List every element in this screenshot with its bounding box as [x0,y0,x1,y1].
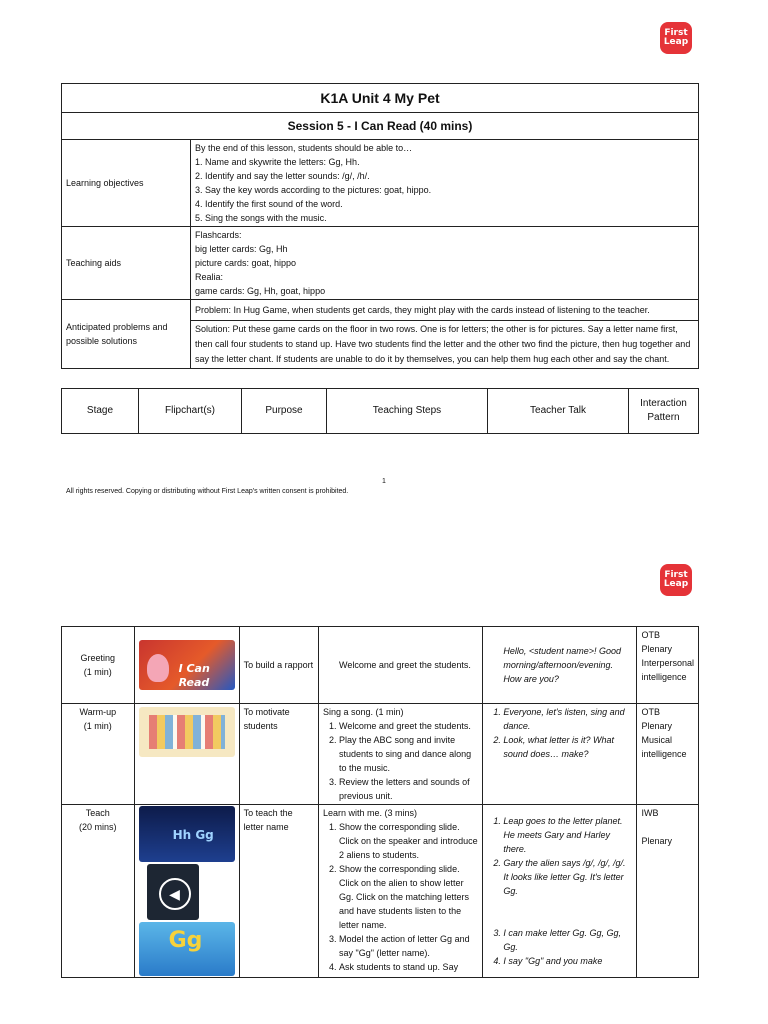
copyright-notice: All rights reserved. Copying or distributing without First Leap's written consent is prohibited. [66,488,349,495]
purpose-warm-up: To motivate students [239,704,318,805]
steps-teach: Learn with me. (3 mins) 1. Show the corresponding slide. Click on the speaker and introduce 2 aliens to students. 2. Show the corresponding slide. Click on the alien to show letter Gg. Click on the matching letters and have students listen to the letter name. 3. Model the action of letter Gg and say "Gg" (letter name). 4. Ask students to stand up. Say [319,805,483,978]
purpose-greeting: To build a rapport [239,627,318,704]
flipchart-teach [134,805,239,978]
session-title: Session 5 - I Can Read (40 mins) [62,113,699,140]
first-leap-logo-page2: First Leap [660,564,692,596]
speaker-icon: ◀ [159,878,191,910]
bunny-character-icon [147,654,169,682]
talk-teach: 1. Leap goes to the letter planet. He meets Gary and Harley there. 2. Gary the alien says /g/, /g/, /g/. It looks like letter Gg. It's letter Gg. 3. I can make letter Gg. Gg, Gg, Gg. 4. I say "Gg" and you make [483,805,637,978]
header-teaching-steps: Teaching Steps [327,389,488,434]
page-number: 1 [382,478,386,485]
stage-teach: Teach (20 mins) [62,805,135,978]
pattern-warm-up: OTB Plenary Musical intelligence [637,704,699,805]
lesson-overview-table [61,83,699,369]
alphabet-letters-icon [149,715,225,749]
abc-song-slide-thumbnail [139,707,235,757]
flipchart-greeting [134,627,239,704]
header-flipchart: Flipchart(s) [139,389,242,434]
i-can-read-slide-thumbnail: I Can Read [139,640,235,690]
stage-greeting: Greeting (1 min) [62,627,135,704]
flipchart-warm-up [134,704,239,805]
talk-warm-up: 1. Everyone, let's listen, sing and dance. 2. Look, what letter is it? What sound does… make? [483,704,637,805]
letter-gg-slide-thumbnail: Gg [139,922,235,976]
solution-text: Solution: Put these game cards on the floor in two rows. One is for letters; the other is for pictures. Say a letter name first, then call four students to stand up. Have two students find the letter and the other two find the picture, then hug together and say the letter chant. If students are unable to do it by themselves, you can help them hug each other and say the chant. [191,321,699,369]
teaching-aids-label: Teaching aids [62,227,191,300]
stage-warm-up: Warm-up (1 min) [62,704,135,805]
objectives-label: Learning objectives [62,140,191,227]
header-teacher-talk: Teacher Talk [488,389,629,434]
speaker-slide-thumbnail [147,864,199,920]
lesson-steps-table [61,626,699,978]
steps-warm-up: Sing a song. (1 min) 1. Welcome and greet the students. 2. Play the ABC song and invite students to sing and dance along to the music. 3. Review the letters and sounds of previous unit. [319,704,483,805]
lesson-title: K1A Unit 4 My Pet [62,84,699,113]
header-purpose: Purpose [242,389,327,434]
pattern-greeting: OTB Plenary Interpersonal intelligence [637,627,699,704]
first-leap-logo: First Leap [660,22,692,54]
lesson-steps-header [61,388,699,434]
purpose-teach: To teach the letter name [239,805,318,978]
header-interaction-pattern: Interaction Pattern [629,389,699,434]
letter-planet-slide-thumbnail: Hh Gg [139,806,235,862]
problem-text: Problem: In Hug Game, when students get cards, they might play with the cards instead of listening to the teacher. [191,300,699,321]
objectives-content: By the end of this lesson, students should be able to… 1. Name and skywrite the letters: Gg, Hh. 2. Identify and say the letter sounds: /g/, /h/. 3. Say the key words according to the pictures: goat, hippo. 4. Identify the first sound of the word. 5. Sing the songs with the music. [191,140,699,227]
pattern-teach: IWB Plenary [637,805,699,978]
problems-label: Anticipated problems and possible solutions [62,300,191,369]
steps-greeting: Welcome and greet the students. [319,627,483,704]
talk-greeting: Hello, <student name>! Good morning/afternoon/evening. How are you? [483,627,637,704]
teaching-aids-content: Flashcards: big letter cards: Gg, Hh picture cards: goat, hippo Realia: game cards: Gg, Hh, goat, hippo [191,227,699,300]
header-stage: Stage [62,389,139,434]
